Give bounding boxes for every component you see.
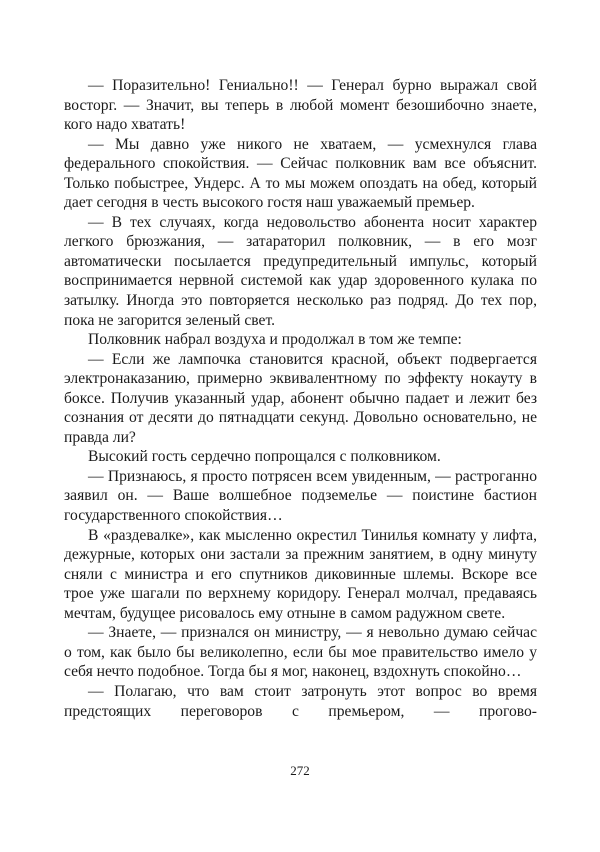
page-body-text <box>64 76 537 721</box>
paragraph: — Признаюсь, я просто потрясен всем увиденным, — растроганно заявил он. — Ваше волшебное подземелье — поистине бастион государственного спокойствия… <box>64 467 537 525</box>
paragraph: Высокий гость сердечно попрощался с полковником. <box>88 448 441 466</box>
paragraph: — Мы давно уже никого не хватаем, — усмехнулся глава федерального спокойствия. — Сейчас полковник вам все объяснит. Только побыстрее, Ундерс. А то мы можем опоздать на обед, который дает сегодня в честь высокого гостя наш уважаемый премьер. <box>64 135 537 212</box>
paragraph: В «раздевалке», как мысленно окрестил Тинилья комнату у лифта, дежурные, которых они застали за прежним занятием, в одну минуту сняли с министра и его спутников диковинные шлемы. Вскоре все трое уже шагали по верхнему коридору. Генерал молчал, предаваясь мечтам, будущее рисовалось ему отныне в самом радужном свете. <box>64 526 537 622</box>
page-number: 272 <box>290 763 310 778</box>
paragraph: — Если же лампочка становится красной, объект подвергается электронаказанию, примерно эквивалентному по эффекту нокауту в боксе. Получив указанный удар, абонент обычно падает и лежит без сознания от десяти до пятнадцати секунд. Довольно основательно, не правда ли? <box>64 350 537 446</box>
paragraph: — Знаете, — признался он министру, — я невольно думаю сейчас о том, как было бы великолепно, если бы мое правительство имело у себя нечто подобное. Тогда бы я мог, наконец, вздохнуть спокойно… <box>64 624 537 681</box>
paragraph: — Полагаю, что вам стоит затронуть этот вопрос во время предстоящих переговоров с премьером, — прогово- <box>64 682 537 720</box>
paragraph: — В тех случаях, когда недовольство абонента носит характер легкого брюзжания, — затараторил полковник, — в его мозг автоматически посылается предупредительный импульс, который воспринимается нервной системой как удар здоровенного кулака по затылку. Иногда это повторяется несколько раз подряд. До тех пор, пока не загорится зеленый свет. <box>64 213 537 329</box>
paragraph: Полковник набрал воздуха и продолжал в том же темпе: <box>88 331 462 349</box>
paragraph: — Поразительно! Гениально!! — Генерал бурно выражал свой восторг. — Значит, вы теперь в любой момент безошибочно знаете, кого надо хватать! <box>64 77 537 134</box>
